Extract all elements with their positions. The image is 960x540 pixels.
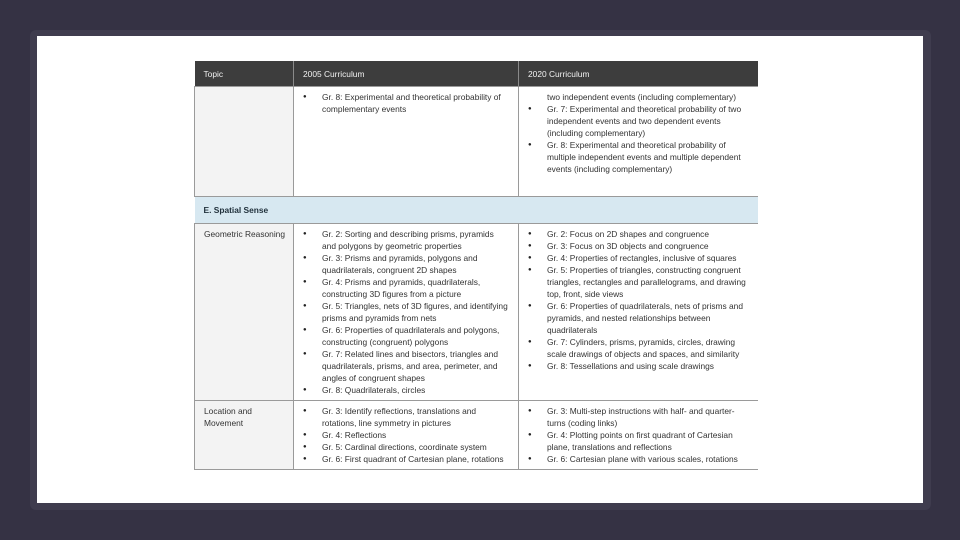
section-row [195,197,759,224]
topic-label: Location and Movement [204,406,252,428]
list-item: ● Gr. 3: Prisms and pyramids, polygons and quadrilaterals, congruent 2D shapes [322,252,510,276]
cell-2005 [294,401,519,470]
topic-label: Geometric Reasoning [204,229,285,239]
bullet-list [302,91,510,115]
list-item: ● Gr. 8: Quadrilaterals, circles [322,384,510,396]
list-item: ● Gr. 2: Focus on 2D shapes and congruence [547,228,750,240]
list-item: ● Gr. 6: Properties of quadrilaterals and polygons, constructing (congruent) polygons [322,324,510,348]
continued-text: two independent events (including complementary) [547,92,737,102]
list-item: ● Gr. 4: Prisms and pyramids, quadrilaterals, constructing 3D figures from a picture [322,276,510,300]
bullet-list [302,228,510,396]
topic-cell [195,401,294,470]
table-row [195,87,759,197]
topic-cell [195,224,294,401]
curriculum-table-image [194,61,758,474]
list-item: ● Gr. 7: Related lines and bisectors, triangles and quadrilaterals, prisms, and area, perimeter, and angles of congruent shapes [322,348,510,384]
header-row [195,61,759,87]
cell-2020 [519,401,759,470]
list-item: ● Gr. 5: Cardinal directions, coordinate system [322,441,510,453]
list-item: ● Gr. 4: Plotting points on first quadrant of Cartesian plane, translations and reflections [547,429,750,453]
list-item: ● Gr. 3: Focus on 3D objects and congruence [547,240,750,252]
bullet-list [302,405,510,465]
bullet-list [527,228,750,372]
list-item: ● Gr. 4: Properties of rectangles, inclusive of squares [547,252,750,264]
bullet-list [527,103,750,175]
header-topic: Topic [195,61,294,87]
list-item: ● Gr. 8: Tessellations and using scale drawings [547,360,750,372]
header-2005: 2005 Curriculum [294,61,519,87]
table-row [195,224,759,401]
list-item: ● Gr. 7: Experimental and theoretical probability of two independent events and two dependent events (including complementary) [547,103,750,139]
cell-2005 [294,87,519,197]
list-item: ● Gr. 8: Experimental and theoretical probability of multiple independent events and multiple dependent events (including complementary) [547,139,750,175]
list-item: ● Gr. 5: Properties of triangles, constructing congruent triangles, rectangles and parallelograms, and drawing top, front, side views [547,264,750,300]
cell-2020 [519,224,759,401]
curriculum-table [194,61,758,470]
cell-2020 [519,87,759,197]
list-item: ● Gr. 4: Reflections [322,429,510,441]
list-item: ● Gr. 6: Properties of quadrilaterals, nets of prisms and pyramids, and nested relationships between quadrilaterals [547,300,750,336]
list-item: ● Gr. 3: Multi-step instructions with half- and quarter-turns (coding links) [547,405,750,429]
header-2020: 2020 Curriculum [519,61,759,87]
topic-cell [195,87,294,197]
list-item: ● Gr. 6: First quadrant of Cartesian plane, rotations [322,453,510,465]
list-item: ● Gr. 8: Experimental and theoretical probability of complementary events [322,91,510,115]
cell-2005 [294,224,519,401]
list-item: ● Gr. 2: Sorting and describing prisms, pyramids and polygons by geometric properties [322,228,510,252]
list-item: ● Gr. 5: Triangles, nets of 3D figures, and identifying prisms and pyramids from nets [322,300,510,324]
table-row [195,401,759,470]
list-item: ● Gr. 3: Identify reflections, translations and rotations, line symmetry in pictures [322,405,510,429]
bullet-list [527,405,750,465]
section-title: E. Spatial Sense [195,197,759,224]
list-item: ● Gr. 7: Cylinders, prisms, pyramids, circles, drawing scale drawings of objects and spaces, and similarity [547,336,750,360]
list-item: ● Gr. 6: Cartesian plane with various scales, rotations [547,453,750,465]
